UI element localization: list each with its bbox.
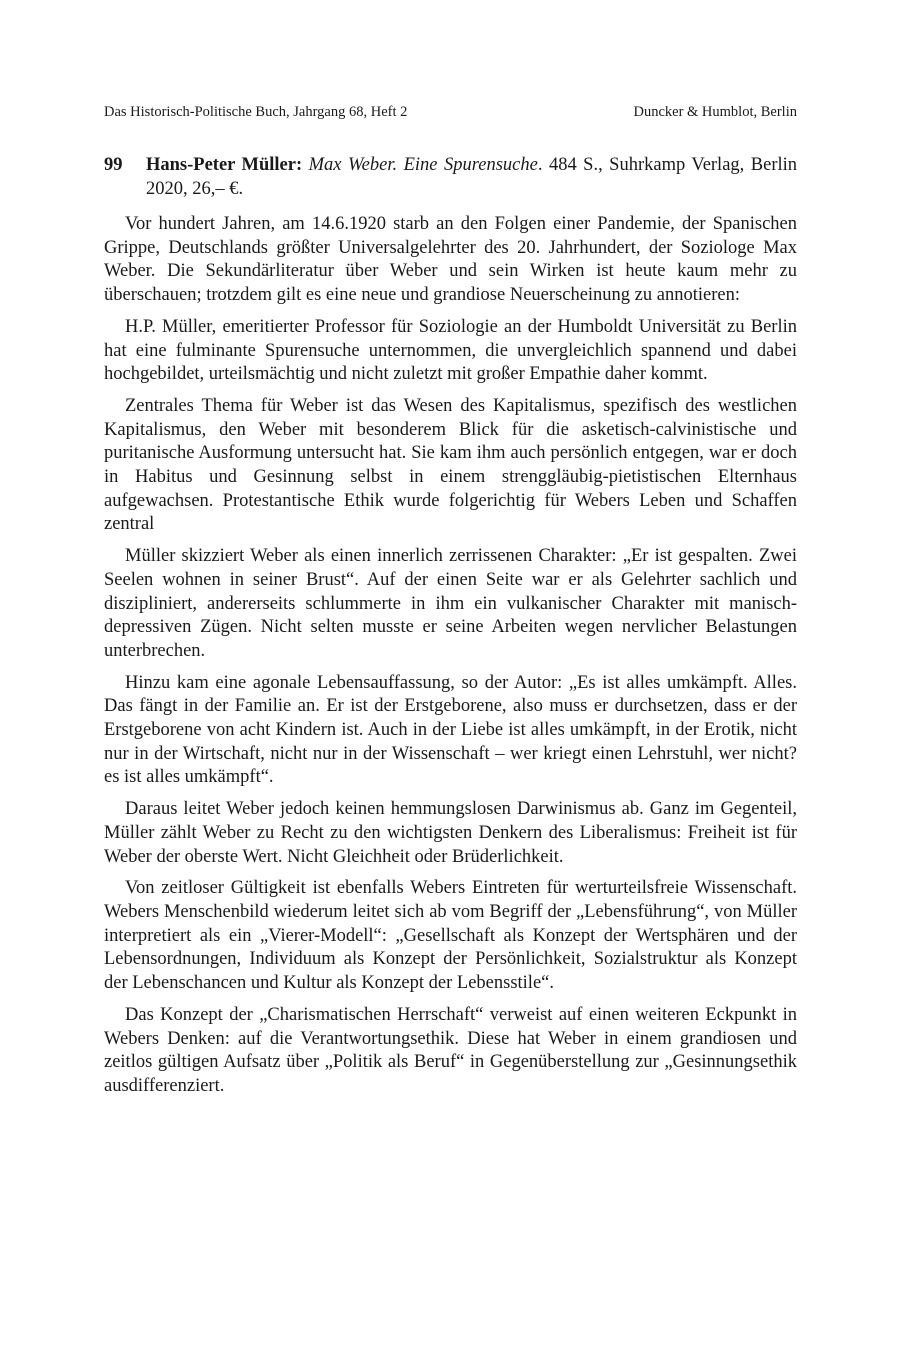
review-entry — [104, 153, 797, 1099]
entry-author: Hans-Peter Müller: — [146, 155, 303, 175]
review-body — [104, 213, 797, 1099]
paragraph: Vor hundert Jahren, am 14.6.1920 starb an den Folgen einer Pandemie, der Spanischen Grippe, Deutschlands größter Universalgelehrter des 20. Jahrhundert, der Soziologe Max Weber. Die Sekundärliteratur über Weber und sein Wirken ist heute kaum mehr zu überschauen; trotzdem gilt es eine neue und grandiose Neuerscheinung zu annotieren: — [104, 214, 797, 306]
paragraph: Das Konzept der „Charismatischen Herrschaft“ verweist auf einen weiteren Eckpunkt in Webers Denken: auf die Verantwortungsethik. Diese hat Weber in einem grandiosen und zeitlos gültigen Aufsatz über „Politik als Beruf“ in Gegenüberstellung zur „Gesinnungsethik ausdifferenziert. — [104, 1004, 797, 1096]
paragraph: Hinzu kam eine agonale Lebensauffassung, so der Autor: „Es ist alles umkämpft. Alles. Das fängt in der Familie an. Er ist der Erstgeborene, also muss er durchsetzen, dass er der Erstgeborene von acht Kindern ist. Auch in der Liebe ist alles umkämpft, in der Erotik, nicht nur in der Wirtschaft, nicht nur in der Wissenschaft – wer kriegt einen Lehrstuhl, wer nicht? es ist alles umkämpft“. — [104, 672, 797, 788]
publisher: Duncker & Humblot, Berlin — [633, 104, 797, 120]
paragraph: Zentrales Thema für Weber ist das Wesen des Kapitalismus, spezifisch des westlichen Kapitalismus, den Weber mit besonderem Blick für die asketisch-calvinistische und puritanische Ausformung untersucht hat. Sie kam ihm auch persönlich entgegen, war er doch in Habitus und Gesinnung selbst in einem strenggläubig-pietistischen Elternhaus aufgewachsen. Protestantische Ethik wurde folgerichtig für Webers Leben und Schaffen zentral — [104, 395, 797, 535]
entry-heading — [104, 153, 797, 201]
entry-publication-info: . 484 S., Suhrkamp Verlag, Berlin 2020, 26,– €. — [146, 155, 798, 199]
paragraph: Von zeitloser Gültigkeit ist ebenfalls Webers Eintreten für werturteilsfreie Wissenschaft. Webers Menschenbild wiederum leitet sich ab vom Begriff der „Lebensführung“, von Müller interpretiert als ein „Vierer-Modell“: „Gesellschaft als Konzept der Wertsphären und der Lebensordnungen, Individuum als Konzept der Persönlichkeit, Sozialstruktur als Konzept der Lebenschancen und Kultur als Konzept der Lebensstile“. — [104, 878, 797, 994]
journal-title: Das Historisch-Politische Buch, Jahrgang 68, Heft 2 — [104, 104, 408, 120]
paragraph: H.P. Müller, emeritierter Professor für Soziologie an der Humboldt Universität zu Berlin hat eine fulminante Spurensuche unternommen, die unvergleichlich spannend und dabei hochgebildet, urteilsmächtig und nicht zuletzt mit großer Empathie daher kommt. — [104, 316, 797, 385]
entry-book-title: Max Weber. Eine Spurensuche — [308, 155, 538, 175]
paragraph: Müller skizziert Weber als einen innerlich zerrissenen Charakter: „Er ist gespalten. Zwei Seelen wohnen in seiner Brust“. Auf der einen Seite war er als Gelehrter sachlich und diszipliniert, andererseits schlummerte in ihm ein vulkanischer Charakter mit manisch-depressiven Zügen. Nicht selten musste er seine Arbeiten wegen nervlicher Belastungen unterbrechen. — [104, 546, 797, 661]
running-header — [104, 103, 797, 121]
paragraph: Daraus leitet Weber jedoch keinen hemmungslosen Darwinismus ab. Ganz im Gegenteil, Müller zählt Weber zu Recht zu den wichtigsten Denkern des Liberalismus: Freiheit ist für Weber der oberste Wert. Nicht Gleichheit oder Brüderlichkeit. — [104, 799, 797, 867]
entry-number: 99 — [104, 155, 123, 175]
